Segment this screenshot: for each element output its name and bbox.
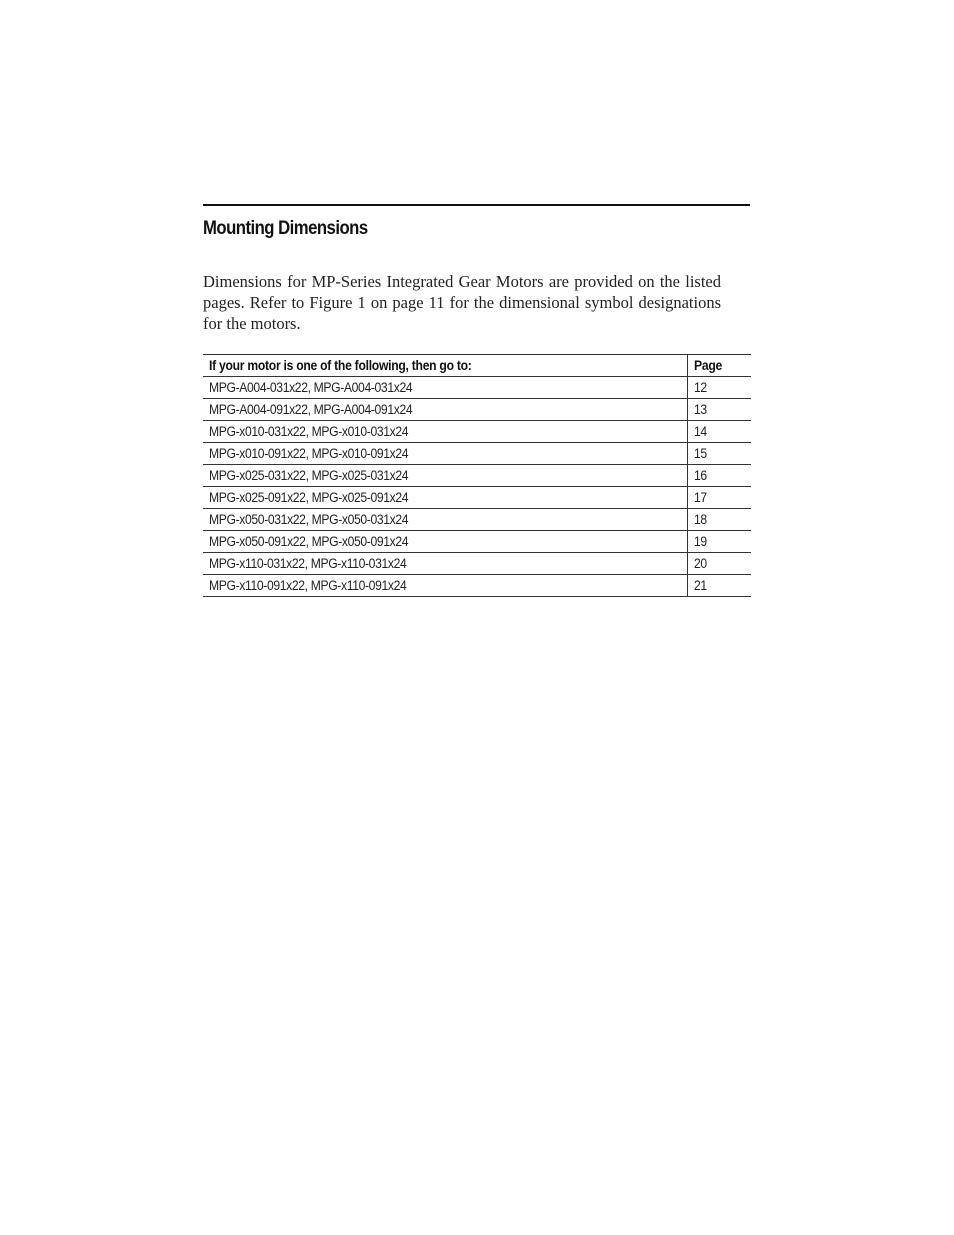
page-cell: 14 bbox=[688, 421, 752, 443]
motor-cell: MPG-x050-031x22, MPG-x050-031x24 bbox=[203, 509, 688, 531]
table-row bbox=[203, 465, 751, 487]
page-cell: 15 bbox=[688, 443, 752, 465]
table-row bbox=[203, 377, 751, 399]
page-cell: 16 bbox=[688, 465, 752, 487]
table-row bbox=[203, 553, 751, 575]
table-row bbox=[203, 575, 751, 597]
page-cell: 18 bbox=[688, 509, 752, 531]
table-row bbox=[203, 399, 751, 421]
page-cell: 21 bbox=[688, 575, 752, 597]
section-divider bbox=[203, 204, 750, 206]
table-row bbox=[203, 487, 751, 509]
motor-cell: MPG-x010-091x22, MPG-x010-091x24 bbox=[203, 443, 688, 465]
page-cell: 20 bbox=[688, 553, 752, 575]
page-cell: 12 bbox=[688, 377, 752, 399]
motor-cell: MPG-x025-031x22, MPG-x025-031x24 bbox=[203, 465, 688, 487]
page-cell: 19 bbox=[688, 531, 752, 553]
header-page: Page bbox=[688, 355, 752, 377]
table-row bbox=[203, 443, 751, 465]
table-row bbox=[203, 531, 751, 553]
dimensions-table bbox=[203, 354, 751, 597]
intro-paragraph: Dimensions for MP-Series Integrated Gear Motors are provided on the listed pages. Refer to Figure 1 on page 11 for the dimensional symbol designations for the motors. bbox=[203, 272, 721, 333]
section-title: Mounting Dimensions bbox=[203, 218, 368, 239]
page-cell: 13 bbox=[688, 399, 752, 421]
motor-cell: MPG-x025-091x22, MPG-x025-091x24 bbox=[203, 487, 688, 509]
motor-cell: MPG-A004-091x22, MPG-A004-091x24 bbox=[203, 399, 688, 421]
table-row bbox=[203, 509, 751, 531]
table-row bbox=[203, 421, 751, 443]
motor-cell: MPG-x110-031x22, MPG-x110-031x24 bbox=[203, 553, 688, 575]
table-header-row bbox=[203, 355, 751, 377]
motor-cell: MPG-A004-031x22, MPG-A004-031x24 bbox=[203, 377, 688, 399]
page-cell: 17 bbox=[688, 487, 752, 509]
header-motor: If your motor is one of the following, then go to: bbox=[203, 355, 688, 377]
motor-cell: MPG-x110-091x22, MPG-x110-091x24 bbox=[203, 575, 688, 597]
motor-cell: MPG-x010-031x22, MPG-x010-031x24 bbox=[203, 421, 688, 443]
motor-cell: MPG-x050-091x22, MPG-x050-091x24 bbox=[203, 531, 688, 553]
